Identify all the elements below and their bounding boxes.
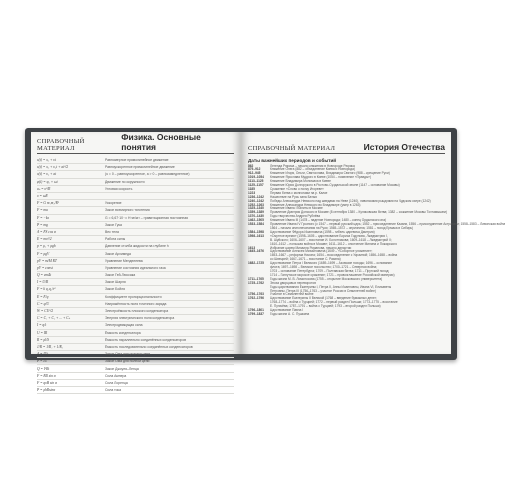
formula-row	[37, 236, 234, 243]
history-year: 1645–1676	[248, 249, 264, 254]
formula-text: F = −kx	[37, 215, 50, 220]
formula-text: 1/R = 1/R₁ + 1/R₂	[37, 344, 63, 349]
history-year: 1533–1584	[248, 222, 264, 227]
formula-description: Закон Шарля	[105, 280, 126, 285]
left-page	[31, 132, 240, 393]
formula-description: Электроёмкость плоского конденсатора	[105, 309, 169, 314]
formula-description: Равномерное прямолинейное движение	[105, 158, 169, 163]
history-year: 1370–1430	[248, 214, 264, 219]
formula-row	[37, 157, 234, 164]
history-event: «Смутное время» (1598–1605 – царствование Бориса Годунова, Лжедмитрия I,	[270, 233, 388, 238]
right-section-label: СПРАВОЧНЫЙ МАТЕРИАЛ	[248, 145, 336, 152]
history-year: 1019–1054	[248, 175, 264, 180]
history-event: Нашествие на Русь хана Батыя	[270, 194, 317, 199]
history-event: Княжение Владимира Мономаха в Киеве	[270, 179, 331, 184]
formula-text: x(t) = x₀ + υt	[37, 158, 56, 163]
formula-description: Уравнение состояния идеального газа	[105, 265, 166, 270]
history-event: Царствование Фёдора Иоанновича (1598 – гибель царевича Дмитрия)	[270, 229, 375, 234]
left-section-label: СПРАВОЧНЫЙ МАТЕРИАЛ	[37, 138, 85, 152]
history-year: 1682–1725	[248, 261, 264, 266]
formula-row	[37, 171, 234, 178]
history-year: 1185	[248, 186, 255, 191]
history-event: 1610–1612 – польская война в Москве; 1611–1612 – ополчение Минина и Пожарского	[270, 241, 398, 246]
history-year: 1613	[248, 245, 256, 250]
formula-row	[37, 179, 234, 186]
formula-text: φ(t) = φ₀ + ωt	[37, 179, 58, 184]
right-header-rule	[248, 153, 445, 154]
formula-description: G = 6,67·10⁻¹¹ Н·м²/кг² – гравитационная постоянная	[105, 215, 188, 220]
history-year: 1125–1157	[248, 183, 264, 188]
formula-text: pV = const	[37, 265, 53, 270]
history-event: Княжение Александра Невского во Владимире (умер в 1263)	[270, 202, 361, 207]
open-notebook	[25, 128, 505, 393]
formula-description: Уравнение Менделеева	[105, 258, 143, 263]
formula-text: E = mυ²/2	[37, 237, 52, 242]
formula-description: Закон Архимеда	[105, 251, 131, 256]
formula-description: Движение по окружности	[105, 179, 145, 184]
formula-text: P = mg	[37, 222, 48, 227]
history-year: 1113–1125	[248, 179, 264, 184]
formula-row	[37, 301, 234, 308]
history-event: Е. Пугачёва; 1787–1791 – война с Турцией; 1793 – второй раздел Польши)	[270, 304, 381, 309]
history-year: 1762–1796	[248, 296, 264, 301]
formula-text: R = ρl/S	[37, 337, 49, 342]
formula-text: F = G m₁m₂/R²	[37, 201, 59, 206]
formula-description: Ёмкость параллельно соединённых конденсаторов	[105, 337, 187, 342]
formula-description: Угловая скорость	[105, 186, 133, 191]
history-year: 879–912	[248, 167, 261, 172]
formula-description: Закон Джоуля–Ленца	[105, 366, 139, 371]
formula-row	[37, 373, 234, 380]
history-year: 1325–1340	[248, 206, 264, 211]
formula-row	[37, 351, 234, 358]
history-event: Годы жизни М. В. Ломоносова (1755 – открытие Московского университета)	[270, 276, 383, 281]
formula-text: F = k q₁q₂/r²	[37, 287, 56, 292]
history-event: Княжение Игоря, Ольги, Святослава, Владимира Святого (988 – крещение Руси)	[270, 171, 390, 176]
formula-text: U = IR	[37, 330, 48, 335]
history-year: 1359–1389	[248, 210, 264, 215]
history-table	[248, 157, 505, 317]
formula-row	[37, 294, 234, 301]
history-row	[248, 313, 445, 317]
history-event: Эпоха дворцовых переворотов	[270, 280, 316, 285]
formula-row	[37, 337, 234, 344]
formula-row	[37, 358, 234, 365]
history-year: 1462–1505	[248, 218, 264, 223]
formula-description: Закон всемирного тяготения	[105, 208, 150, 213]
history-year: 862	[248, 163, 254, 168]
history-event: Годы царствования Екатерины I, Петра II, Анны Иоанновны, Ивана VI, Елизаветы	[270, 284, 392, 289]
history-event: Княжение Юрия Долгорукого в Ростово-Суздальской земле (1147 – основание Москвы)	[270, 183, 400, 188]
history-event: 1703 – основание Петербурга; 1709 – Полтавская битва; 1711 – Прутский поход;	[270, 268, 390, 273]
left-page-title: Физика. Основные понятия	[121, 132, 201, 152]
formula-description: (υ = 0 – равноускоренное, a > 0 – равнозамедленное)	[105, 172, 190, 177]
formula-description: Ёмкость последовательно соединённых конденсаторов	[105, 344, 193, 349]
formula-description: Электродвижущая сила	[105, 323, 143, 328]
formula-row	[37, 207, 234, 214]
history-year: 1796–1801	[248, 308, 264, 313]
formula-text: A = IUt	[37, 352, 49, 357]
formula-row	[37, 322, 234, 329]
formula-text: υ(t) = υ₀ + at	[37, 172, 57, 177]
history-event: В. Шуйского; 1606–1607 – восстание И. Болотникова; 1609–1618 – Лжедмитрий II;	[270, 237, 392, 242]
formula-text: W = CU²/2	[37, 309, 54, 314]
formula-description: Ёмкость конденсатора	[105, 330, 141, 335]
right-page-title: История Отечества	[363, 142, 445, 152]
formula-text: A = FS cos α	[37, 229, 56, 234]
formula-row	[37, 380, 234, 387]
formula-text: aₙ = υ²/R	[37, 186, 51, 191]
history-year: 1711–1765	[248, 276, 264, 281]
formula-description: Сила тока	[105, 388, 121, 393]
formula-description: Закон Ома для полной цепи	[105, 359, 150, 364]
history-year: 1598–1613	[248, 233, 264, 238]
history-event: Царствование Екатерины II Великой (1768 – введение бумажных денег;	[270, 296, 377, 301]
history-year: 1236–1242	[248, 194, 264, 199]
formula-description: Коэффициент пропорциональности	[105, 294, 162, 299]
formula-description: Работа силы	[105, 237, 126, 242]
right-page	[242, 132, 505, 354]
formula-row	[37, 308, 234, 315]
history-event: Княжение Ивана I Калиты в Москве	[270, 206, 323, 211]
formula-description: Закон Гука	[105, 222, 122, 227]
formula-description: Напряжённость поля точечного заряда	[105, 301, 167, 306]
history-year: 1725–1762	[248, 280, 264, 285]
formula-text: F = BIl sin α	[37, 373, 56, 378]
formula-description: Энергия электрического поля конденсатора	[105, 316, 175, 321]
formula-description: Вес тела	[105, 229, 119, 234]
formula-row	[37, 315, 234, 322]
history-event: Правление Ивана IV Грозного (с 1547 – первый русский царь; 1552 – присоединение Казани, 1556 – присоединение Астрахани; 1558–1583 – Ливонская война	[270, 222, 505, 227]
history-event: Годы творчества Андрея Рублёва	[270, 214, 321, 219]
history-year: 1252–1263	[248, 202, 264, 207]
history-year: 1799–1837	[248, 311, 264, 316]
history-event: Царствование Петра I Великого (1689–1699 – Азовские походы; 1696 – основание	[270, 261, 392, 266]
formula-description: Сила Ампера	[105, 373, 127, 378]
history-subtitle: Даты важнейших периодов и событий	[248, 158, 337, 163]
formula-text: p = ρ₀ + ρgh	[37, 244, 56, 249]
history-event: флота; 1697–1698 – Великое посольство; 1700–1721 – Северная война;	[270, 265, 378, 270]
history-event: Годы жизни А. С. Пушкина	[270, 311, 310, 316]
history-year: 1756–1763	[248, 292, 264, 297]
formula-description: Закон Ома для участка цепи	[105, 352, 151, 357]
formula-text: x(t) = x₀ + υ₀t + at²/2	[37, 165, 69, 170]
history-event: Сражение «Слово о полку Игореве»	[270, 186, 324, 191]
formula-text: P = ρhRsinα	[37, 388, 56, 393]
formula-row	[37, 286, 234, 293]
formula-text: pV = m/M RT	[37, 258, 57, 263]
formula-row	[37, 200, 234, 207]
history-event: Царствование Алексея Михайловича (1649 – «Соборное уложение»;	[270, 249, 373, 254]
history-event: со Швецией; 1667–1671 – восстание С. Разина)	[270, 257, 341, 262]
formula-description: Закон Гей-Люссака	[105, 273, 136, 278]
formula-row	[37, 258, 234, 265]
history-rows	[248, 163, 505, 317]
formula-text: F = qυB sin α	[37, 380, 57, 385]
history-year: 1223	[248, 190, 256, 195]
history-event: Петровны, Петра III (1756–1763 – участие России в Семилетней войне)	[270, 288, 376, 293]
formula-row	[37, 250, 234, 257]
formula-row	[37, 222, 234, 229]
formula-text: I = U/R	[37, 280, 49, 285]
formula-row	[37, 365, 234, 372]
history-event: 1653–1667 – реформа Никона; 1654 – воссоединение с Украиной; 1656–1658 – война	[270, 253, 398, 258]
formula-row	[37, 229, 234, 236]
history-event: Княжение Ивана III (1478 – падение Новгорода; 1480 – конец Ордынского ига)	[270, 218, 387, 223]
formula-description: Ускорение	[105, 201, 122, 206]
history-event: Участие в Семилетней войне	[270, 292, 314, 297]
formula-text: E = F/q	[37, 294, 49, 299]
formula-table	[37, 157, 234, 394]
formula-row	[37, 387, 234, 394]
left-page-header	[37, 132, 234, 152]
formula-row	[37, 279, 234, 286]
history-event: 1768–1774 – война с Турцией; 1772 – первый раздел Польши; 1773–1775 – восстание	[270, 300, 398, 305]
formula-row	[37, 344, 234, 351]
formula-text: I = q/t	[37, 323, 47, 328]
formula-text: Q = I²Rt	[37, 366, 50, 371]
formula-row	[37, 243, 234, 250]
formula-text: Q = cmΔt	[37, 273, 52, 278]
history-year: 1240–1242	[248, 198, 264, 203]
history-year: 912–945	[248, 171, 261, 176]
history-event: Избрание царем Михаила Романова, начало династии	[270, 245, 352, 250]
formula-description: Сила Лоренца	[105, 380, 128, 385]
formula-row	[37, 330, 234, 337]
formula-description: Закон Бойля	[105, 287, 125, 292]
history-event: Победы Александра Невского над шведами на Неве (1240), ливонскими рыцарями на Чудском озере (1242)	[270, 198, 431, 203]
formula-text: F = ma	[37, 208, 48, 213]
formula-row	[37, 272, 234, 279]
formula-description: Давление столба жидкости на глубине h	[105, 244, 169, 249]
left-header-rule	[37, 153, 234, 154]
history-event: Княжение Ярослава Мудрого в Киеве (1054 – появление «Правды»)	[270, 175, 372, 180]
history-event: Первая битва с монголами на р. Калке	[270, 190, 328, 195]
formula-text: υ = ωR	[37, 194, 48, 199]
formula-row	[37, 164, 234, 171]
history-event: Правление Дмитрия Донского в Москве (8 сентября 1380 – Куликовская битва; 1382 – сожжение Москвы Тохтамышем)	[270, 210, 447, 215]
history-event: Царствование Павла I	[270, 308, 304, 313]
history-event: 1564 – начало книгопечатания на Руси; 1565–1572 – опричнина; 1581 – поход Ермака в Сибирь)	[270, 226, 414, 230]
formula-row	[37, 215, 234, 222]
history-event: 1714 – Гангутское морское сражение; 1721 – провозглашение Российской империи)	[270, 272, 395, 277]
history-event: Княжение Олега (882 – объединение Киева и Новгорода)	[270, 167, 355, 172]
formula-description: Равноускоренное прямолинейное движение	[105, 165, 175, 170]
formula-text: F = ρgV	[37, 251, 50, 256]
formula-row	[37, 186, 234, 193]
formula-text: C = C₁ + C₂ + ... + Cₙ	[37, 316, 71, 321]
history-event: Легенда Рюрика – начало княжения в Новгороде Рюрика	[270, 163, 355, 168]
history-year: 1584–1598	[248, 229, 264, 234]
formula-row	[37, 193, 234, 200]
formula-text: C = q/U	[37, 301, 50, 306]
formula-text: P = IU	[37, 359, 48, 364]
formula-row	[37, 265, 234, 272]
right-page-header	[248, 138, 445, 152]
